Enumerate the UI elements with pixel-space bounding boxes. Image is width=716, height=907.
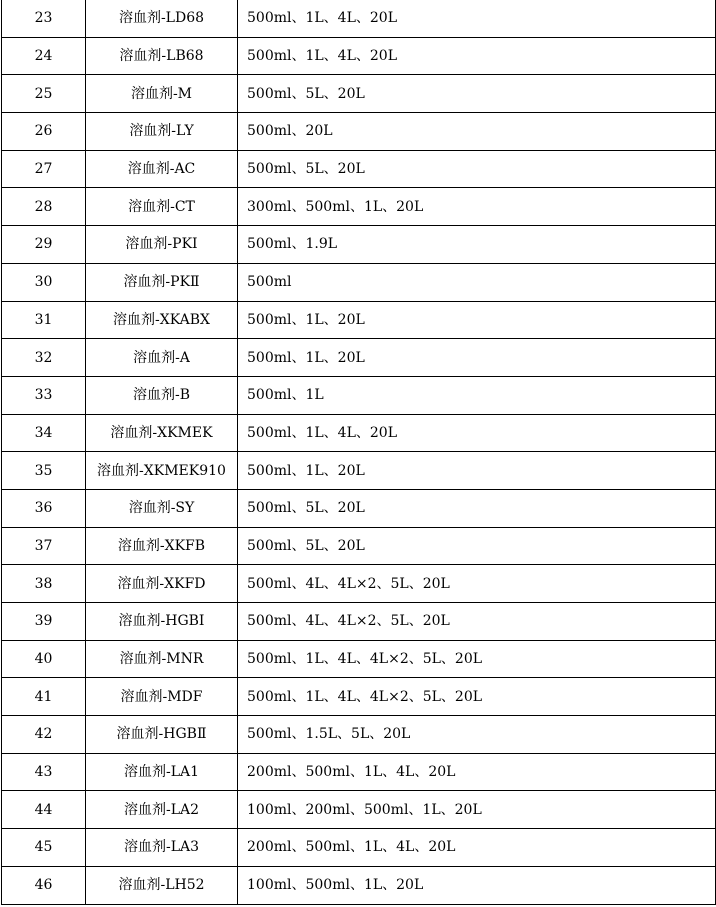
- table-body: [2, 0, 716, 904]
- product-name: 溶血剂-CT: [86, 188, 238, 226]
- table-row: [2, 640, 716, 678]
- package-sizes: 500ml、1L、4L、20L: [238, 0, 716, 37]
- package-sizes: 500ml、5L、20L: [238, 75, 716, 113]
- package-sizes: 500ml、20L: [238, 113, 716, 151]
- product-name: 溶血剂-MNR: [86, 640, 238, 678]
- product-name: 溶血剂-B: [86, 376, 238, 414]
- row-number: 46: [2, 866, 86, 904]
- table-row: [2, 75, 716, 113]
- product-name: 溶血剂-XKABX: [86, 301, 238, 339]
- table-row: [2, 301, 716, 339]
- row-number: 37: [2, 527, 86, 565]
- row-number: 32: [2, 339, 86, 377]
- package-sizes: 500ml、1L、4L、4L×2、5L、20L: [238, 678, 716, 716]
- product-name: 溶血剂-LD68: [86, 0, 238, 37]
- row-number: 41: [2, 678, 86, 716]
- row-number: 38: [2, 565, 86, 603]
- package-sizes: 500ml、4L、4L×2、5L、20L: [238, 603, 716, 641]
- table-row: [2, 866, 716, 904]
- table-row: [2, 452, 716, 490]
- product-name: 溶血剂-LB68: [86, 37, 238, 75]
- product-name: 溶血剂-XKMEK: [86, 414, 238, 452]
- package-sizes: 500ml、1L、4L、20L: [238, 414, 716, 452]
- row-number: 45: [2, 829, 86, 867]
- table-row: [2, 414, 716, 452]
- row-number: 29: [2, 226, 86, 264]
- table-row: [2, 150, 716, 188]
- row-number: 28: [2, 188, 86, 226]
- package-sizes: 500ml: [238, 263, 716, 301]
- row-number: 27: [2, 150, 86, 188]
- package-sizes: 500ml、5L、20L: [238, 489, 716, 527]
- table-row: [2, 263, 716, 301]
- product-name: 溶血剂-XKFB: [86, 527, 238, 565]
- row-number: 33: [2, 376, 86, 414]
- table-row: [2, 716, 716, 754]
- row-number: 26: [2, 113, 86, 151]
- package-sizes: 500ml、1L、20L: [238, 301, 716, 339]
- package-sizes: 500ml、1L、4L、4L×2、5L、20L: [238, 640, 716, 678]
- package-sizes: 100ml、200ml、500ml、1L、20L: [238, 791, 716, 829]
- table-row: [2, 678, 716, 716]
- table-row: [2, 226, 716, 264]
- row-number: 39: [2, 603, 86, 641]
- table-row: [2, 37, 716, 75]
- product-name: 溶血剂-PKⅡ: [86, 263, 238, 301]
- package-sizes: 100ml、500ml、1L、20L: [238, 866, 716, 904]
- product-spec-table: [1, 0, 716, 905]
- table-row: [2, 339, 716, 377]
- package-sizes: 500ml、5L、20L: [238, 150, 716, 188]
- row-number: 44: [2, 791, 86, 829]
- table-row: [2, 0, 716, 37]
- product-name: 溶血剂-SY: [86, 489, 238, 527]
- product-name: 溶血剂-XKFD: [86, 565, 238, 603]
- table-row: [2, 376, 716, 414]
- package-sizes: 500ml、1L、20L: [238, 339, 716, 377]
- package-sizes: 200ml、500ml、1L、4L、20L: [238, 829, 716, 867]
- package-sizes: 300ml、500ml、1L、20L: [238, 188, 716, 226]
- table-row: [2, 489, 716, 527]
- table-row: [2, 753, 716, 791]
- package-sizes: 500ml、1L、4L、20L: [238, 37, 716, 75]
- product-name: 溶血剂-LY: [86, 113, 238, 151]
- package-sizes: 500ml、4L、4L×2、5L、20L: [238, 565, 716, 603]
- product-name: 溶血剂-MDF: [86, 678, 238, 716]
- package-sizes: 500ml、1.9L: [238, 226, 716, 264]
- row-number: 40: [2, 640, 86, 678]
- product-name: 溶血剂-LA3: [86, 829, 238, 867]
- row-number: 42: [2, 716, 86, 754]
- table-row: [2, 565, 716, 603]
- table-row: [2, 113, 716, 151]
- product-name: 溶血剂-LA2: [86, 791, 238, 829]
- product-name: 溶血剂-HGBⅠ: [86, 603, 238, 641]
- row-number: 24: [2, 37, 86, 75]
- row-number: 25: [2, 75, 86, 113]
- row-number: 31: [2, 301, 86, 339]
- product-name: 溶血剂-AC: [86, 150, 238, 188]
- product-name: 溶血剂-XKMEK910: [86, 452, 238, 490]
- table-row: [2, 829, 716, 867]
- package-sizes: 500ml、1.5L、5L、20L: [238, 716, 716, 754]
- product-name: 溶血剂-LH52: [86, 866, 238, 904]
- row-number: 23: [2, 0, 86, 37]
- row-number: 43: [2, 753, 86, 791]
- product-name: 溶血剂-A: [86, 339, 238, 377]
- row-number: 36: [2, 489, 86, 527]
- table-row: [2, 527, 716, 565]
- row-number: 35: [2, 452, 86, 490]
- table-row: [2, 188, 716, 226]
- product-name: 溶血剂-LA1: [86, 753, 238, 791]
- product-name: 溶血剂-PKⅠ: [86, 226, 238, 264]
- table-row: [2, 603, 716, 641]
- package-sizes: 500ml、1L、20L: [238, 452, 716, 490]
- row-number: 34: [2, 414, 86, 452]
- package-sizes: 500ml、1L: [238, 376, 716, 414]
- table-row: [2, 791, 716, 829]
- package-sizes: 200ml、500ml、1L、4L、20L: [238, 753, 716, 791]
- product-name: 溶血剂-HGBⅡ: [86, 716, 238, 754]
- package-sizes: 500ml、5L、20L: [238, 527, 716, 565]
- row-number: 30: [2, 263, 86, 301]
- product-name: 溶血剂-M: [86, 75, 238, 113]
